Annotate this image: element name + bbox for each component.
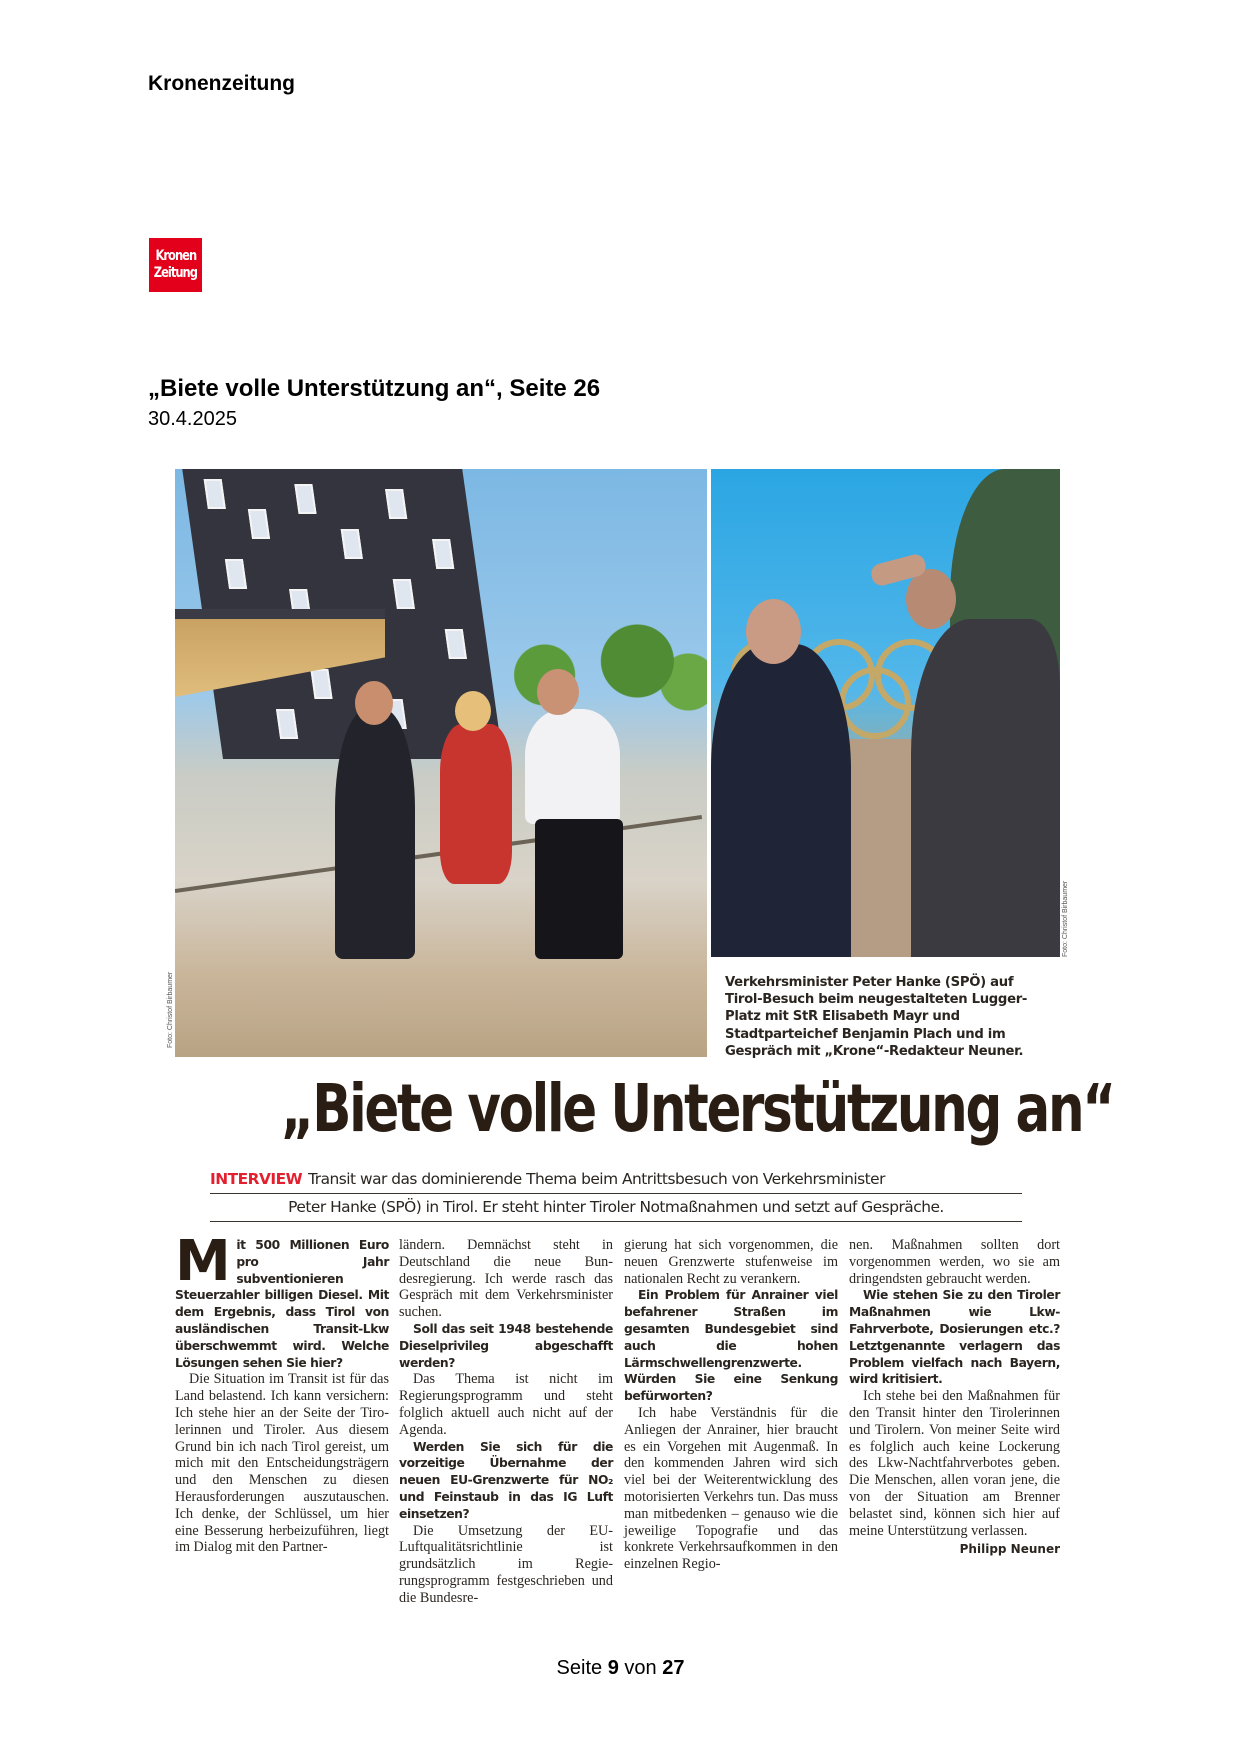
photo-credit-right: Foto: Christof Birbaumer bbox=[1062, 880, 1069, 957]
photo-caption: Verkehrsminister Peter Hanke (SPÖ) auf Tirol-Besuch beim neugestalteten Lugger-Platz mit StR Elisabeth Mayr und Stadtparteichef Benjamin Plach und im Gespräch mit „Krone“-Redakteur Neuner. bbox=[725, 975, 1028, 1059]
photo-person-minister bbox=[911, 619, 1060, 957]
document-date: 30.4.2025 bbox=[148, 408, 237, 430]
photo-person-head bbox=[537, 669, 579, 715]
photo-person-reporter bbox=[711, 644, 851, 957]
article-subhead bbox=[210, 1166, 1022, 1222]
kicker-label: INTERVIEW bbox=[210, 1170, 303, 1188]
answer-2: Das Thema ist nicht im Regierungsprogramm und steht folglich aktuell auch nicht auf der Agenda. bbox=[399, 1371, 613, 1438]
subhead-text-1: Transit war das dominierende Thema beim Antrittsbesuch von Verkehrsminister bbox=[308, 1170, 885, 1188]
photo-person-head bbox=[906, 569, 956, 629]
photo-credit-left: Foto: Christof Birbaumer bbox=[167, 971, 174, 1048]
answer-5: Ich stehe bei den Maßnahmen für den Transit hinter den Tirolerinnen und Tirolern. Von meiner Seite wird es folglich auch keine Lockerung des Lkw-Nachtfahrverbotes geben. Die Menschen, allen voran jene, die von der Situation am Brenner belastet sind, können sich hier auf meine Unterstützung verlassen. bbox=[849, 1388, 1060, 1539]
article-column-1 bbox=[175, 1229, 389, 1556]
kronen-zeitung-logo bbox=[149, 238, 202, 292]
article-column-2 bbox=[399, 1237, 613, 1607]
question-2: Soll das seit 1948 bestehende Dieselprivileg abgeschafft werden? bbox=[399, 1321, 613, 1370]
logo-line-1: Kronen bbox=[155, 248, 196, 264]
answer-1-part-2: ländern. Demnächst steht in Deutschland die neue Bundesregierung. Ich werde rasch das Gespräch mit dem Verkehrsminister suchen. bbox=[399, 1237, 613, 1321]
footer-current-page: 9 bbox=[607, 1657, 619, 1679]
answer-1-part-1: Die Situation im Transit ist für das Land belastend. Ich kann versichern: Ich stehe hier an der Seite der Tirolerinnen und Tiroler. Aus diesem Grund bin ich nach Tirol gereist, um mich mit den Entscheidungsträgern und den Menschen zu diesen Herausforderungen auszutauschen. Ich denke, der Schlüssel, um hier eine Besserung herbeizuführen, liegt im Dialog mit den Partner- bbox=[175, 1371, 389, 1556]
question-intro bbox=[175, 1229, 389, 1371]
photo-lugger-platz bbox=[175, 469, 707, 1057]
answer-3-part-1: Die Umsetzung der EU-Luftqualitätsrichtlinie ist grundsätzlich im Regierungsprogramm festgeschrieben und die Bundesre- bbox=[399, 1522, 613, 1606]
question-3: Werden Sie sich für die vorzeitige Übernahme der neuen EU-Grenzwerte für NO₂ und Feinstaub in das IG Luft einsetzen? bbox=[399, 1439, 613, 1521]
photo-ground-line bbox=[175, 815, 702, 893]
subhead-line-2: Peter Hanke (SPÖ) in Tirol. Er steht hinter Tiroler Notmaßnahmen und setzt auf Gespräche. bbox=[210, 1194, 1022, 1222]
question-5: Wie stehen Sie zu den Tiroler Maßnahmen wie Lkw-Fahrverbote, Dosierungen etc.? Letztgenannte verlagern das Problem vielfach nach Bayern, wird kritisiert. bbox=[849, 1288, 1060, 1387]
answer-3-part-2: gierung hat sich vorgenommen, die neuen Grenzwerte stufenweise im nationalen Recht zu verankern. bbox=[624, 1237, 838, 1287]
drop-cap: M bbox=[175, 1229, 231, 1294]
photo-person-head bbox=[455, 691, 491, 731]
footer-prefix: Seite bbox=[556, 1657, 603, 1679]
photo-person-white-shirt bbox=[525, 709, 620, 824]
photo-person-red-dress bbox=[440, 724, 512, 884]
subhead-line-1 bbox=[210, 1166, 1022, 1194]
question-4: Ein Problem für Anrainer viel befahrener Straßen im gesamten Bundesgebiet sind auch die hohen Lärmschwellengrenzwerte. Würden Sie eine Senkung befürworten? bbox=[624, 1288, 838, 1404]
article-column-3 bbox=[624, 1237, 838, 1573]
answer-4-part-1: Ich habe Verständnis für die Anliegen der Anrainer, hier braucht es ein Vorgehen mit Augenmaß. In den kommenden Jahren wird sich viel bei der Weiterentwicklung des motorisierten Verkehrs tun. Das muss man mitbedenken – genauso wie die jeweilige Topografie und das konkrete Verkehrsaufkommen in den einzelnen Regio- bbox=[624, 1404, 838, 1573]
photo-person-head bbox=[355, 681, 393, 725]
answer-4-part-2: nen. Maßnahmen sollten dort vorgenommen werden, wo sie am dringendsten gebraucht werden. bbox=[849, 1237, 1060, 1287]
photo-olympic-rings bbox=[711, 469, 1060, 957]
article-column-4 bbox=[849, 1237, 1060, 1558]
publication-name: Kronenzeitung bbox=[148, 72, 295, 95]
photo-person-head bbox=[746, 599, 801, 664]
photo-person-trousers bbox=[535, 819, 623, 959]
article-body bbox=[175, 1229, 1060, 1606]
footer-total-pages: 27 bbox=[662, 1657, 685, 1679]
question-intro-text: it 500 Millionen Euro pro Jahr subventionieren Steuerzahler billigen Diesel. Mit dem Ergebnis, dass Tirol von ausländischen Transit-Lkw überschwemmt wird. Welche Lösungen sehen Sie hier? bbox=[175, 1238, 389, 1370]
author-byline: Philipp Neuner bbox=[959, 1542, 1060, 1557]
logo-line-2: Zeitung bbox=[153, 265, 198, 281]
article-headline: „Biete volle Unterstützung an“ bbox=[280, 1070, 1114, 1147]
footer-middle: von bbox=[624, 1657, 657, 1679]
document-title: „Biete volle Unterstützung an“, Seite 26 bbox=[148, 375, 601, 402]
page-footer bbox=[0, 1657, 1241, 1680]
photo-person-minister bbox=[335, 709, 415, 959]
